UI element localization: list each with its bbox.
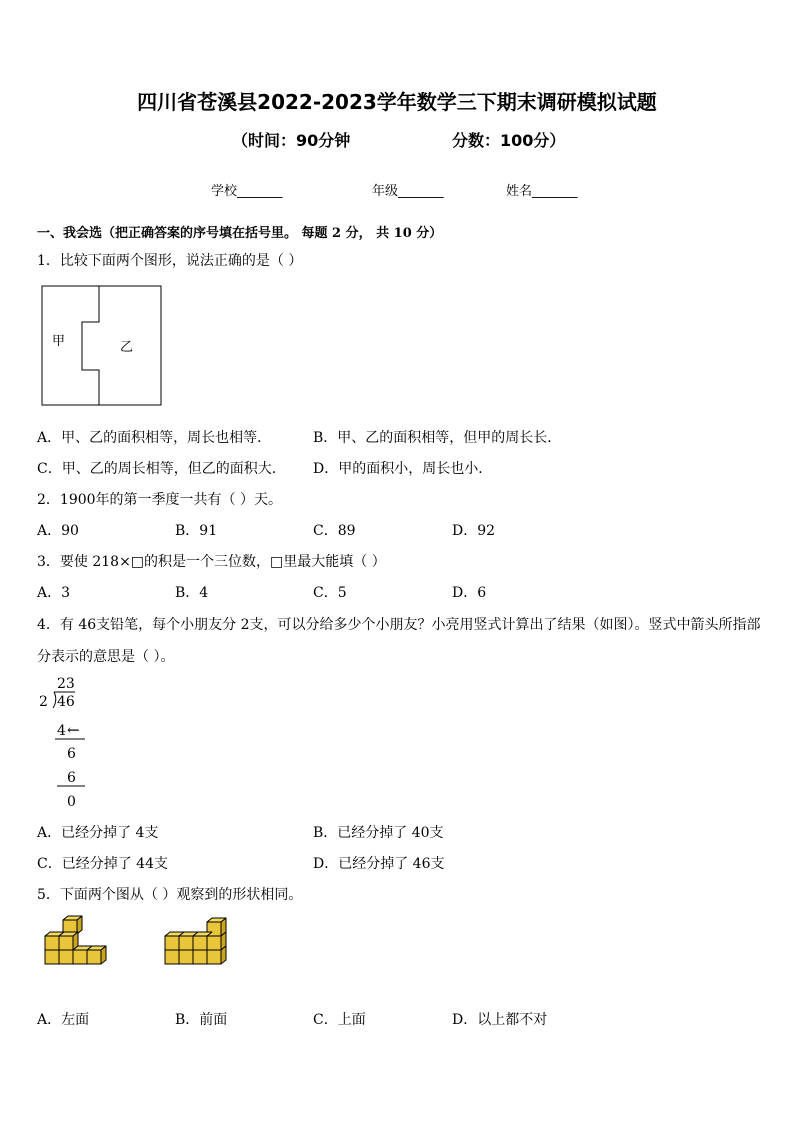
q2-option-c[interactable]: C．89 <box>313 523 356 539</box>
figure-label-jia: 甲 <box>52 334 66 349</box>
division-remainder-1: 6 <box>67 746 76 762</box>
section-heading: 一、我会选（把正确答案的序号填在括号里。 每题 2 分， 共 10 分） <box>37 226 443 241</box>
time-label: （时间：90分钟 <box>232 131 351 150</box>
division-divisor: 2 <box>39 694 48 710</box>
q2-option-d[interactable]: D．92 <box>452 523 496 539</box>
school-field[interactable]: 学校_______ <box>211 184 283 199</box>
q5-option-a[interactable]: A．左面 <box>37 1012 90 1028</box>
q4-option-a[interactable]: A．已经分掉了 4支 <box>37 825 159 841</box>
q3-option-c[interactable]: C．5 <box>313 585 347 601</box>
q5-option-b[interactable]: B．前面 <box>175 1012 228 1028</box>
q3-option-b[interactable]: B．4 <box>175 585 209 601</box>
q4-option-b[interactable]: B．已经分掉了 40支 <box>313 825 444 841</box>
arrow-icon: ← <box>67 721 80 739</box>
q1-option-c[interactable]: C．甲、乙的周长相等，但乙的面积大． <box>37 461 286 477</box>
page-title: 四川省苍溪县2022-2023学年数学三下期末调研模拟试题 <box>137 90 657 114</box>
question-5: 5．下面两个图从（ ）观察到的形状相同。 <box>37 887 303 903</box>
question-1: 1．比较下面两个图形，说法正确的是（ ） <box>37 253 303 269</box>
q4-option-c[interactable]: C．已经分掉了 44支 <box>37 856 168 872</box>
figure-label-yi: 乙 <box>120 340 134 355</box>
q3-option-a[interactable]: A．3 <box>37 585 71 601</box>
division-dividend: 46 <box>57 694 75 710</box>
grade-field[interactable]: 年级_______ <box>372 184 444 199</box>
q1-option-a[interactable]: A．甲、乙的面积相等，周长也相等． <box>37 430 272 446</box>
cube-figure-2 <box>160 915 230 971</box>
q1-option-b[interactable]: B．甲、乙的面积相等，但甲的周长长． <box>313 430 562 446</box>
q1-figure <box>40 284 165 408</box>
question-3: 3．要使 218×□的积是一个三位数，□里最大能填（ ） <box>37 554 386 570</box>
division-remainder-2: 0 <box>67 794 76 810</box>
q5-option-c[interactable]: C．上面 <box>313 1012 366 1028</box>
q4-option-d[interactable]: D．已经分掉了 46支 <box>313 856 445 872</box>
q5-option-d[interactable]: D．以上都不对 <box>452 1012 548 1028</box>
division-step-1: 4 <box>57 723 66 739</box>
name-field[interactable]: 姓名_______ <box>506 184 578 199</box>
q1-option-d[interactable]: D．甲的面积小，周长也小． <box>313 461 493 477</box>
long-division-figure <box>35 672 95 812</box>
q3-option-d[interactable]: D．6 <box>452 585 487 601</box>
question-2: 2．1900年的第一季度一共有（ ）天。 <box>37 492 282 508</box>
score-label: 分数：100分） <box>452 131 566 150</box>
question-4-line-1: 4．有 46支铅笔，每个小朋友分 2支，可以分给多少个小朋友？小亮用竖式计算出了结果（如图）。竖式中箭头所指部 <box>37 617 761 633</box>
division-step-2: 6 <box>67 770 76 786</box>
question-4-line-2: 分表示的意思是（ ）。 <box>37 649 175 665</box>
cube-figure-1 <box>40 915 110 971</box>
q2-option-b[interactable]: B．91 <box>175 523 218 539</box>
division-quotient: 23 <box>57 676 75 692</box>
q2-option-a[interactable]: A．90 <box>37 523 79 539</box>
